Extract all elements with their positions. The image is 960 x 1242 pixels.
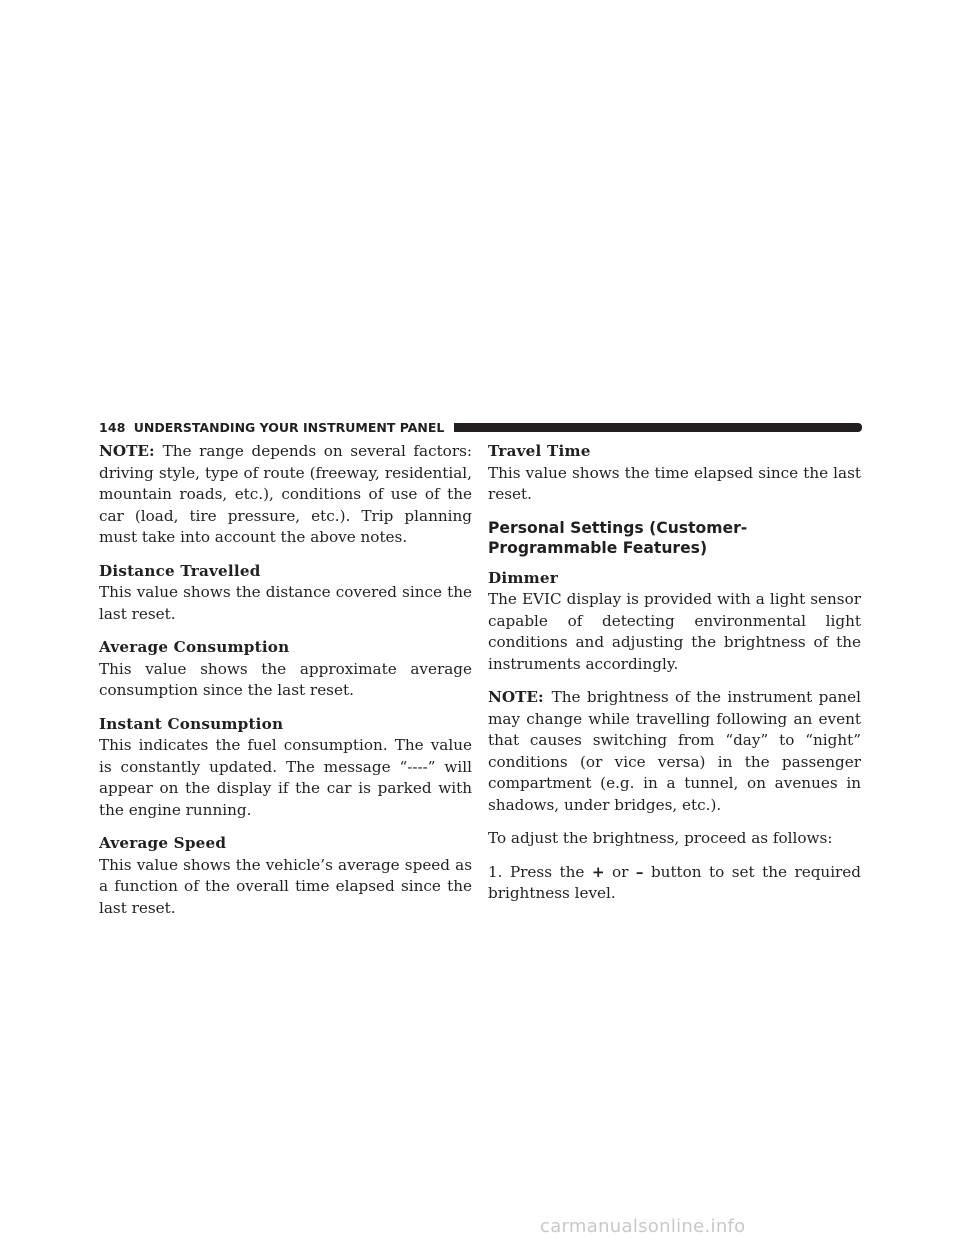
note-range [99, 441, 472, 549]
plus-symbol: + [591, 862, 605, 881]
page-header [99, 416, 862, 438]
instant-consumption-heading: Instant Consumption [99, 714, 284, 733]
adjust-intro: To adjust the brightness, proceed as follows: [488, 829, 833, 847]
distance-travelled-heading: Distance Travelled [99, 561, 261, 580]
dimmer-heading: Dimmer [488, 568, 558, 587]
distance-travelled-text: This value shows the distance covered since the last reset. [99, 583, 472, 623]
average-consumption-heading: Average Consumption [99, 638, 290, 656]
step-1-prefix: 1. Press the [488, 862, 585, 881]
average-speed-text: This value shows the vehicle’s average speed as a function of the overall time elapsed since the last reset. [99, 855, 472, 917]
minus-symbol: – [635, 862, 644, 881]
note-label: NOTE: [99, 442, 155, 460]
instant-consumption-text: This indicates the fuel consumption. The value is constantly updated. The message “----” will appear on the display if the car is parked with the engine running. [99, 736, 472, 819]
header-rule [454, 423, 862, 432]
left-column [99, 441, 472, 931]
right-column [488, 441, 861, 917]
section-title: UNDERSTANDING YOUR INSTRUMENT PANEL [133, 419, 445, 435]
step-1-or: or [612, 862, 629, 881]
average-speed-heading: Average Speed [99, 834, 227, 852]
dimmer-text: The EVIC display is provided with a light sensor capable of detecting environmental light conditions and adjusting the brightness of the instruments accordingly. [488, 590, 861, 673]
personal-settings-heading: Personal Settings (Customer-Programmable Features) [488, 518, 748, 557]
note-text: The range depends on several factors: driving style, type of route (freeway, residential, mountain roads, etc.), conditions of use of the car (load, tire pressure, etc.). Trip planning must take into account the above notes. [99, 442, 472, 546]
average-consumption-text: This value shows the approximate average consumption since the last reset. [99, 659, 472, 699]
step-1 [488, 862, 861, 905]
note-text: The brightness of the instrument panel may change while travelling following an event that causes switching from “day” to “night” conditions (or vice versa) in the passenger compartment (e.g. in a tunnel, on avenues in shadows, under bridges, etc.). [488, 688, 861, 814]
page-number: 148 [99, 419, 126, 435]
travel-time-heading: Travel Time [488, 442, 591, 460]
step-1-suffix: button to set the required brightness level. [488, 862, 862, 902]
watermark: carmanualsonline.info [540, 1216, 746, 1237]
note-label: NOTE: [488, 688, 544, 706]
travel-time-text: This value shows the time elapsed since the last reset. [488, 463, 861, 503]
note-brightness [488, 687, 861, 816]
